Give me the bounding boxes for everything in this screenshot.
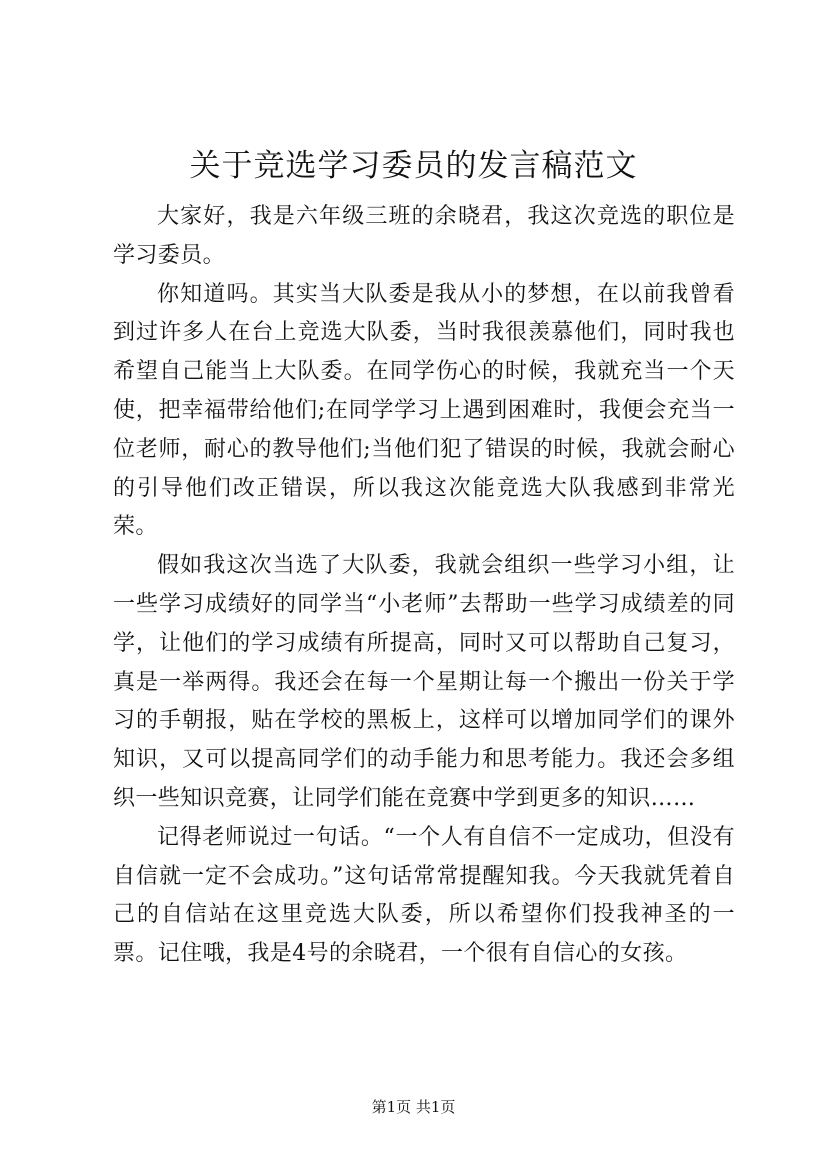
- page-footer: 第1页 共1页: [371, 1098, 456, 1116]
- paragraph-plan: 假如我这次当选了大队委，我就会组织一些学习小组，让一些学习成绩好的同学当“小老师”去帮助一些学习成绩差的同学，让他们的学习成绩有所提高，同时又可以帮助自己复习，真是一举两得。我还会在每一个星期让每一个搬出一份关于学习的手朝报，贴在学校的黑板上，这样可以增加同学们的课外知识，又可以提高同学们的动手能力和思考能力。我还会多组织一些知识竞赛，让同学们能在竞赛中学到更多的知识……: [113, 553, 735, 811]
- document-body: [113, 198, 735, 974]
- paragraph-greeting: 大家好，我是六年级三班的余晓君，我这次竞选的职位是学习委员。: [113, 204, 735, 268]
- paragraph-confidence: 记得老师说过一句话。“一个人有自信不一定成功，但没有自信就一定不会成功。”这句话常常提醒知我。今天我就凭着自己的自信站在这里竞选大队委，所以希望你们投我神圣的一票。记住哦，我是4号的余晓君，一个很有自信心的女孩。: [113, 824, 735, 967]
- paragraph-dream: 你知道吗。其实当大队委是我从小的梦想，在以前我曾看到过许多人在台上竞选大队委，当时我很羡慕他们，同时我也希望自己能当上大队委。在同学伤心的时候，我就充当一个天使，把幸福带给他们;在同学学习上遇到困难时，我便会充当一位老师，耐心的教导他们;当他们犯了错误的时候，我就会耐心的引导他们改正错误，所以我这次能竞选大队我感到非常光荣。: [113, 281, 735, 540]
- document-title: 关于竞选学习委员的发言稿范文: [189, 148, 638, 184]
